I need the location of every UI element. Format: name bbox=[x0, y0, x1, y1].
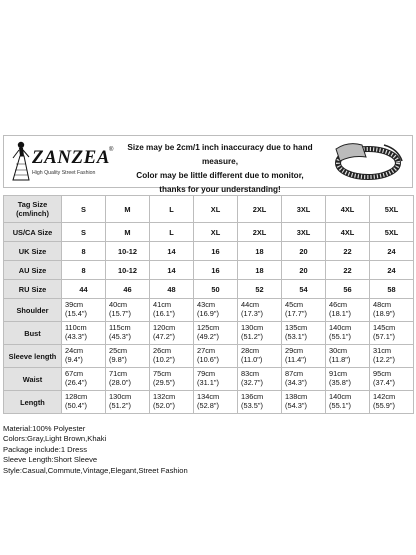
measurement-cm: 138cm bbox=[285, 392, 308, 401]
size-cell: 18 bbox=[238, 261, 282, 280]
measurement-cm: 128cm bbox=[65, 392, 88, 401]
measurement-cell bbox=[238, 368, 282, 391]
measurement-label: Waist bbox=[4, 368, 62, 391]
measurement-cm: 83cm bbox=[241, 369, 260, 378]
measurement-cm: 79cm bbox=[197, 369, 216, 378]
measurement-cm: 40cm bbox=[109, 300, 128, 309]
size-cell: M bbox=[106, 196, 150, 223]
measurement-cell bbox=[326, 299, 370, 322]
measurement-cm: 24cm bbox=[65, 346, 84, 355]
size-cell: 46 bbox=[106, 280, 150, 299]
size-cell: 58 bbox=[370, 280, 414, 299]
measurement-cell bbox=[326, 368, 370, 391]
size-cell: 52 bbox=[238, 280, 282, 299]
measurement-inch: (37.4") bbox=[373, 378, 395, 387]
measurement-inch: (11.0") bbox=[241, 355, 263, 364]
measurement-cm: 67cm bbox=[65, 369, 84, 378]
measurement-inch: (18.1") bbox=[329, 309, 351, 318]
measurement-inch: (28.0") bbox=[109, 378, 131, 387]
size-cell: 10-12 bbox=[106, 242, 150, 261]
size-cell: XL bbox=[194, 196, 238, 223]
measurement-cm: 140cm bbox=[329, 392, 352, 401]
size-cell: S bbox=[62, 196, 106, 223]
size-cell: 20 bbox=[282, 261, 326, 280]
measurement-inch: (15.4") bbox=[65, 309, 87, 318]
measurement-cell bbox=[106, 322, 150, 345]
measurement-inch: (55.1") bbox=[329, 401, 351, 410]
measurement-cm: 136cm bbox=[241, 392, 264, 401]
size-cell: 4XL bbox=[326, 196, 370, 223]
measurement-cm: 134cm bbox=[197, 392, 220, 401]
size-cell: 5XL bbox=[370, 223, 414, 242]
measurement-inch: (18.9") bbox=[373, 309, 395, 318]
size-row bbox=[4, 223, 414, 242]
detail-line: Sleeve Length:Short Sleeve bbox=[3, 455, 98, 465]
measurement-cm: 75cm bbox=[153, 369, 172, 378]
measurement-inch: (55.1") bbox=[329, 332, 351, 341]
measurement-row bbox=[4, 391, 414, 414]
measurement-label: Bust bbox=[4, 322, 62, 345]
measurement-cell bbox=[370, 345, 414, 368]
measurement-cm: 125cm bbox=[197, 323, 220, 332]
size-cell: S bbox=[62, 223, 106, 242]
measurement-inch: (51.2") bbox=[241, 332, 263, 341]
measurement-cm: 26cm bbox=[153, 346, 172, 355]
measurement-cell bbox=[238, 345, 282, 368]
size-cell: 14 bbox=[150, 242, 194, 261]
size-cell: XL bbox=[194, 223, 238, 242]
measurement-row bbox=[4, 368, 414, 391]
product-details bbox=[3, 424, 413, 476]
measurement-cell bbox=[282, 322, 326, 345]
measurement-cell bbox=[106, 299, 150, 322]
measurement-cell bbox=[106, 391, 150, 414]
measurement-cell bbox=[238, 322, 282, 345]
measurement-cm: 46cm bbox=[329, 300, 348, 309]
measurement-cell bbox=[282, 345, 326, 368]
measurement-inch: (54.3") bbox=[285, 401, 307, 410]
size-cell: L bbox=[150, 223, 194, 242]
size-row-label: AU Size bbox=[4, 261, 62, 280]
measurement-inch: (53.1") bbox=[285, 332, 307, 341]
size-cell: 54 bbox=[282, 280, 326, 299]
measurement-cell bbox=[326, 391, 370, 414]
measurement-cell bbox=[194, 299, 238, 322]
size-cell: M bbox=[106, 223, 150, 242]
measurement-cm: 110cm bbox=[65, 323, 87, 332]
measurement-cell bbox=[62, 368, 106, 391]
measurement-cm: 27cm bbox=[197, 346, 216, 355]
measurement-inch: (9.8") bbox=[109, 355, 127, 364]
measurement-cm: 130cm bbox=[109, 392, 132, 401]
measurement-cm: 30cm bbox=[329, 346, 348, 355]
size-cell: L bbox=[150, 196, 194, 223]
measurement-cm: 43cm bbox=[197, 300, 216, 309]
measurement-inch: (43.3") bbox=[65, 332, 87, 341]
fashion-figure-icon bbox=[10, 140, 32, 184]
measurement-cell bbox=[326, 345, 370, 368]
size-chart-table bbox=[3, 195, 414, 414]
measurement-inch: (31.1") bbox=[197, 378, 219, 387]
size-row-label: Tag Size (cm/inch) bbox=[4, 196, 62, 223]
detail-line: Material:100% Polyester bbox=[3, 424, 86, 433]
size-cell: 18 bbox=[238, 242, 282, 261]
measurement-notice bbox=[120, 141, 320, 197]
size-row bbox=[4, 242, 414, 261]
measurement-cell bbox=[150, 299, 194, 322]
measurement-inch: (17.3") bbox=[241, 309, 263, 318]
measurement-inch: (11.8") bbox=[329, 355, 351, 364]
measurement-cell bbox=[194, 391, 238, 414]
size-cell: 4XL bbox=[326, 223, 370, 242]
measurement-cm: 87cm bbox=[285, 369, 304, 378]
size-cell: 16 bbox=[194, 261, 238, 280]
measurement-cm: 95cm bbox=[373, 369, 392, 378]
measurement-row bbox=[4, 322, 414, 345]
size-cell: 14 bbox=[150, 261, 194, 280]
notice-line-1: Size may be 2cm/1 inch inaccuracy due to hand measure, bbox=[127, 143, 313, 166]
brand-name: ZANZEA bbox=[32, 147, 110, 168]
measurement-cell bbox=[370, 322, 414, 345]
detail-line: Colors:Gray,Light Brown,Khaki bbox=[3, 434, 107, 444]
measurement-inch: (34.3") bbox=[285, 378, 307, 387]
size-cell: 8 bbox=[62, 261, 106, 280]
measurement-cm: 41cm bbox=[153, 300, 172, 309]
measurement-inch: (47.2") bbox=[153, 332, 175, 341]
measurement-cm: 120cm bbox=[153, 323, 176, 332]
measurement-inch: (52.8") bbox=[197, 401, 219, 410]
measurement-cm: 31cm bbox=[373, 346, 392, 355]
size-row bbox=[4, 196, 414, 223]
measurement-cell bbox=[150, 345, 194, 368]
measurement-cell bbox=[238, 391, 282, 414]
size-row bbox=[4, 261, 414, 280]
measurement-cm: 142cm bbox=[373, 392, 396, 401]
size-cell: 8 bbox=[62, 242, 106, 261]
measurement-inch: (49.2") bbox=[197, 332, 219, 341]
measurement-inch: (53.5") bbox=[241, 401, 263, 410]
measurement-inch: (55.9") bbox=[373, 401, 395, 410]
measurement-cell bbox=[194, 345, 238, 368]
size-cell: 24 bbox=[370, 261, 414, 280]
measurement-cell bbox=[370, 368, 414, 391]
measurement-cell bbox=[106, 345, 150, 368]
measurement-cm: 44cm bbox=[241, 300, 260, 309]
size-cell: 50 bbox=[194, 280, 238, 299]
measurement-label: Shoulder bbox=[4, 299, 62, 322]
measurement-cell bbox=[282, 391, 326, 414]
measurement-inch: (16.9") bbox=[197, 309, 219, 318]
size-cell: 22 bbox=[326, 242, 370, 261]
measurement-cell bbox=[62, 322, 106, 345]
size-cell: 5XL bbox=[370, 196, 414, 223]
detail-line: Package include:1 Dress bbox=[3, 444, 87, 454]
size-row-label: UK Size bbox=[4, 242, 62, 261]
measurement-row bbox=[4, 299, 414, 322]
measurement-cm: 28cm bbox=[241, 346, 260, 355]
notice-line-2: Color may be little different due to monitor, bbox=[136, 171, 304, 180]
measurement-inch: (17.7") bbox=[285, 309, 307, 318]
measurement-inch: (57.1") bbox=[373, 332, 395, 341]
size-row bbox=[4, 280, 414, 299]
measurement-inch: (12.2") bbox=[373, 355, 395, 364]
measurement-cm: 145cm bbox=[373, 323, 396, 332]
measurement-inch: (32.7") bbox=[241, 378, 263, 387]
brand-tagline: High Quality Street Fashion bbox=[32, 170, 96, 176]
notice-line-3: thanks for your understanding! bbox=[159, 185, 281, 194]
size-cell: 3XL bbox=[282, 196, 326, 223]
measurement-row bbox=[4, 345, 414, 368]
measurement-cm: 115cm bbox=[109, 323, 131, 332]
measurement-cm: 48cm bbox=[373, 300, 392, 309]
size-cell: 10-12 bbox=[106, 261, 150, 280]
measurement-cell bbox=[62, 299, 106, 322]
size-chart-header bbox=[3, 135, 413, 194]
measurement-cm: 130cm bbox=[241, 323, 264, 332]
measurement-inch: (50.4") bbox=[65, 401, 87, 410]
measurement-cell bbox=[282, 368, 326, 391]
measurement-inch: (10.2") bbox=[153, 355, 175, 364]
detail-line: Style:Casual,Commute,Vintage,Elegant,Street Fashion bbox=[3, 465, 188, 475]
measurement-cell bbox=[282, 299, 326, 322]
measurement-cell bbox=[370, 391, 414, 414]
size-cell: 56 bbox=[326, 280, 370, 299]
measurement-cell bbox=[62, 345, 106, 368]
measurement-cm: 132cm bbox=[153, 392, 176, 401]
size-cell: 16 bbox=[194, 242, 238, 261]
measurement-label: Sleeve length bbox=[4, 345, 62, 368]
measurement-label: Length bbox=[4, 391, 62, 414]
measurement-inch: (15.7") bbox=[109, 309, 131, 318]
measurement-cm: 25cm bbox=[109, 346, 128, 355]
measurement-cell bbox=[194, 322, 238, 345]
measurement-inch: (11.4") bbox=[285, 355, 307, 364]
measurement-inch: (10.6") bbox=[197, 355, 219, 364]
measurement-inch: (26.4") bbox=[65, 378, 87, 387]
measurement-cell bbox=[62, 391, 106, 414]
measurement-cm: 135cm bbox=[285, 323, 308, 332]
measurement-inch: (51.2") bbox=[109, 401, 131, 410]
measurement-cm: 71cm bbox=[109, 369, 128, 378]
size-cell: 44 bbox=[62, 280, 106, 299]
size-cell: 20 bbox=[282, 242, 326, 261]
measurement-cm: 45cm bbox=[285, 300, 304, 309]
measurement-cell bbox=[370, 299, 414, 322]
size-cell: 2XL bbox=[238, 223, 282, 242]
measurement-cell bbox=[150, 391, 194, 414]
size-cell: 22 bbox=[326, 261, 370, 280]
measurement-inch: (52.0") bbox=[153, 401, 175, 410]
measurement-inch: (35.8") bbox=[329, 378, 351, 387]
measuring-tape-icon bbox=[328, 139, 408, 185]
measurement-inch: (16.1") bbox=[153, 309, 175, 318]
size-row-label: RU Size bbox=[4, 280, 62, 299]
size-cell: 3XL bbox=[282, 223, 326, 242]
measurement-cm: 29cm bbox=[285, 346, 304, 355]
measurement-cell bbox=[150, 322, 194, 345]
measurement-cell bbox=[238, 299, 282, 322]
brand-logo bbox=[10, 140, 114, 184]
measurement-cell bbox=[194, 368, 238, 391]
measurement-cm: 39cm bbox=[65, 300, 84, 309]
registered-mark: ® bbox=[109, 147, 114, 153]
measurement-inch: (9.4") bbox=[65, 355, 83, 364]
measurement-cell bbox=[326, 322, 370, 345]
size-cell: 24 bbox=[370, 242, 414, 261]
measurement-cm: 140cm bbox=[329, 323, 352, 332]
measurement-inch: (45.3") bbox=[109, 332, 131, 341]
measurement-cell bbox=[150, 368, 194, 391]
size-cell: 2XL bbox=[238, 196, 282, 223]
measurement-inch: (29.5") bbox=[153, 378, 175, 387]
size-row-label: US/CA Size bbox=[4, 223, 62, 242]
measurement-cell bbox=[106, 368, 150, 391]
measurement-cm: 91cm bbox=[329, 369, 348, 378]
size-cell: 48 bbox=[150, 280, 194, 299]
